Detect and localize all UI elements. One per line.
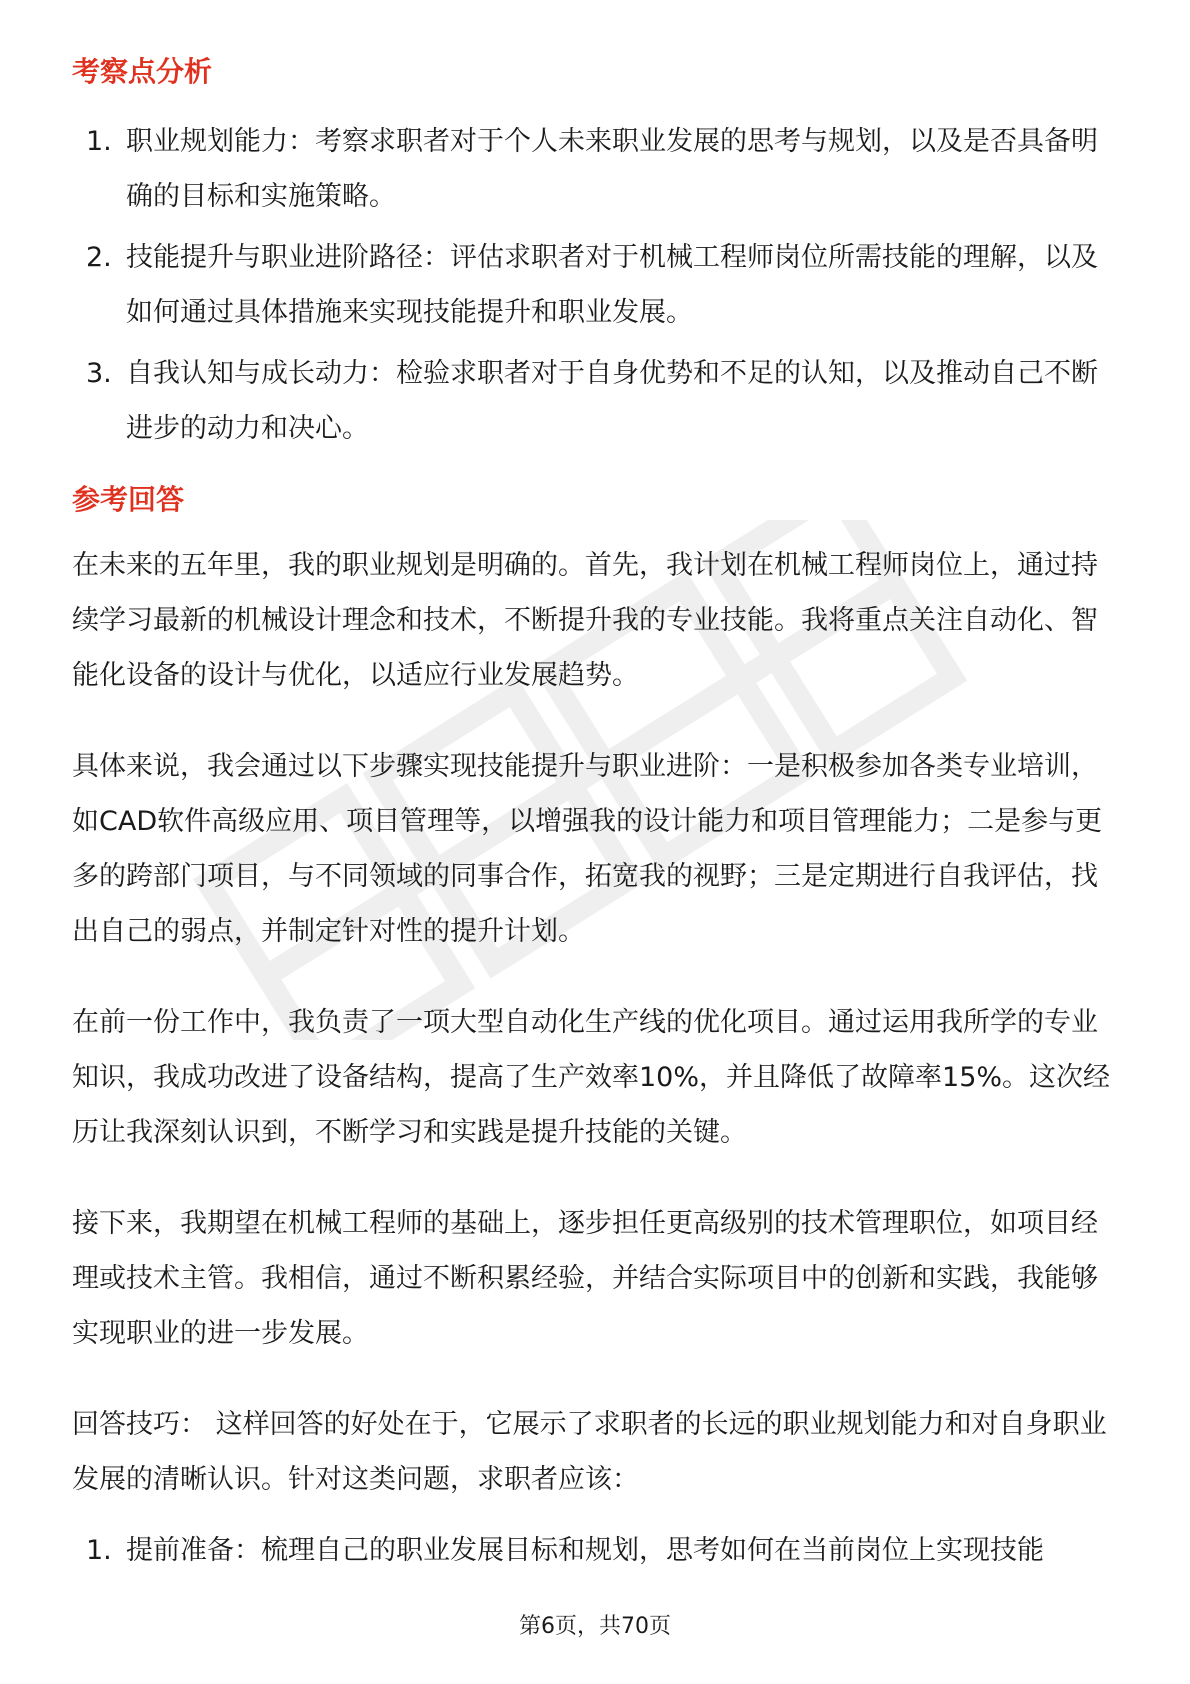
tips-list	[72, 1523, 1118, 1578]
page-number: 第6页，共70页	[519, 1614, 671, 1639]
list-item-text: 提前准备：梳理自己的职业发展目标和规划，思考如何在当前岗位上实现技能	[126, 1535, 1044, 1566]
analysis-list	[72, 114, 1118, 456]
list-item	[72, 230, 1118, 340]
list-item	[72, 1523, 1118, 1578]
answer-paragraph: 在前一份工作中，我负责了一项大型自动化生产线的优化项目。通过运用我所学的专业知识，我成功改进了设备结构，提高了生产效率10%，并且降低了故障率15%。这次经历让我深刻认识到，不断学习和实践是提升技能的关键。	[72, 1007, 1111, 1148]
list-number: 2.	[86, 242, 112, 273]
analysis-heading: 考察点分析	[72, 55, 213, 88]
answer-paragraph: 在未来的五年里，我的职业规划是明确的。首先，我计划在机械工程师岗位上，通过持续学习最新的机械设计理念和技术，不断提升我的专业技能。我将重点关注自动化、智能化设备的设计与优化，以适应行业发展趋势。	[72, 550, 1098, 691]
main-content	[72, 44, 1118, 1578]
list-number: 1.	[86, 1535, 112, 1566]
list-item-text: 技能提升与职业进阶路径：评估求职者对于机械工程师岗位所需技能的理解，以及如何通过具体措施来实现技能提升和职业发展。	[126, 242, 1098, 328]
list-item-text: 职业规划能力：考察求职者对于个人未来职业发展的思考与规划，以及是否具备明确的目标和实施策略。	[126, 126, 1098, 212]
list-item-text: 自我认知与成长动力：检验求职者对于自身优势和不足的认知，以及推动自己不断进步的动力和决心。	[126, 358, 1098, 444]
list-number: 1.	[86, 126, 112, 157]
answer-paragraph: 接下来，我期望在机械工程师的基础上，逐步担任更高级别的技术管理职位，如项目经理或技术主管。我相信，通过不断积累经验，并结合实际项目中的创新和实践，我能够实现职业的进一步发展。	[72, 1208, 1098, 1349]
list-item	[72, 346, 1118, 456]
answer-heading: 参考回答	[72, 483, 185, 516]
list-number: 3.	[86, 358, 112, 389]
list-item	[72, 114, 1118, 224]
answer-tips-paragraph: 回答技巧： 这样回答的好处在于，它展示了求职者的长远的职业规划能力和对自身职业发展的清晰认识。针对这类问题，求职者应该：	[72, 1409, 1107, 1495]
answer-paragraph: 具体来说，我会通过以下步骤实现技能提升与职业进阶：一是积极参加各类专业培训，如CAD软件高级应用、项目管理等，以增强我的设计能力和项目管理能力；二是参与更多的跨部门项目，与不同领域的同事合作，拓宽我的视野；三是定期进行自我评估，找出自己的弱点，并制定针对性的提升计划。	[72, 751, 1103, 947]
